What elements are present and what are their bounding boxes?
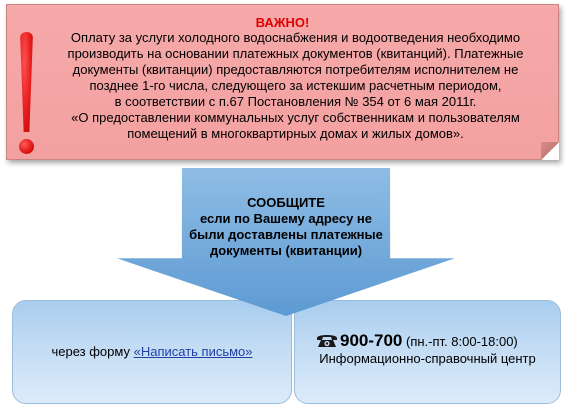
write-letter-link[interactable]: «Написать письмо» bbox=[133, 344, 253, 359]
callout-line: если по Вашему адресу не bbox=[200, 211, 372, 226]
notice-line: производить на основании платежных документов (квитанций). Платежные bbox=[67, 46, 524, 61]
working-hours: (пн.-пт. 8:00-18:00) bbox=[402, 334, 518, 349]
callout-line: были доставлены платежные bbox=[189, 227, 383, 242]
notice-text bbox=[39, 30, 552, 142]
notice-title: ВАЖНО! bbox=[255, 15, 310, 30]
callout-heading: СООБЩИТЕ bbox=[247, 195, 325, 210]
contact-form-text bbox=[12, 344, 292, 359]
phone-line bbox=[316, 331, 518, 353]
phone-number[interactable]: 900-700 bbox=[340, 331, 403, 350]
callout-line: документы (квитанции) bbox=[209, 243, 363, 258]
notice-line: документы (квитанции) предоставляются потребителям исполнителем не bbox=[72, 62, 519, 77]
exclamation-icon bbox=[20, 32, 33, 132]
notice-line: в соответствии с п.67 Постановления № 354 от 6 мая 2011г. bbox=[114, 94, 477, 109]
notice-line: Оплату за услуги холодного водоснабжения и водоотведения необходимо bbox=[70, 30, 521, 45]
page-curl-corner bbox=[541, 142, 559, 160]
arrow-callout-text bbox=[170, 195, 402, 259]
info-center-name: Информационно-справочный центр bbox=[319, 351, 536, 366]
contact-form-prefix: через форму bbox=[51, 344, 134, 359]
telephone-icon bbox=[316, 333, 338, 353]
notice-line: помещений в многоквартирных домах и жилых домов». bbox=[127, 126, 464, 141]
notice-line: позднее 1-го числа, следующего за истекшим расчетным периодом, bbox=[89, 78, 502, 93]
exclamation-dot-icon bbox=[19, 139, 34, 154]
notice-line: «О предоставлении коммунальных услуг собственникам и пользователям bbox=[71, 110, 520, 125]
important-notice bbox=[6, 4, 559, 160]
